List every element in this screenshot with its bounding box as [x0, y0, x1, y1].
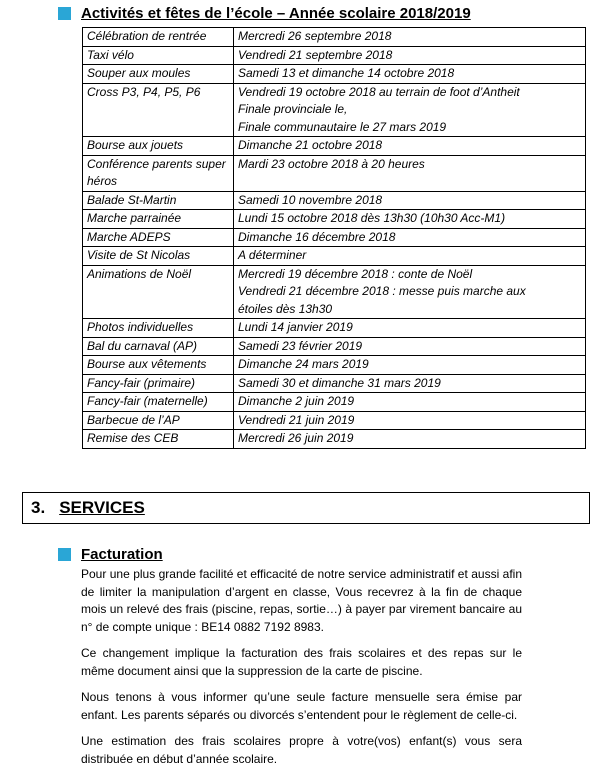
event-date-cell [234, 83, 586, 137]
table-row [83, 393, 586, 412]
event-name: Célébration de rentrée [87, 29, 207, 43]
event-date-line: Vendredi 21 décembre 2018 : messe puis marche aux [238, 284, 526, 298]
facturation-body [81, 566, 522, 777]
event-date-line: Samedi 10 novembre 2018 [238, 192, 383, 207]
event-name: Fancy-fair (primaire) [87, 375, 196, 390]
event-name-cell [83, 83, 234, 137]
facturation-paragraph: Pour une plus grande facilité et efficacité de notre service administratif et aussi afin de limiter la manipulation d’argent en classe, Vous recevrez à la fin de chaque mois un relevé des frais (piscine, repas, sortie…) à payer par virement bancaire au n° de compte unique : BE14 0882 7192 8983. [81, 567, 522, 634]
table-row [83, 356, 586, 375]
event-name-cell [83, 228, 234, 247]
event-date-cell [234, 337, 586, 356]
square-bullet-icon [58, 548, 71, 561]
event-name-cell [83, 265, 234, 319]
table-row [83, 28, 586, 47]
table-row [83, 411, 586, 430]
event-date-cell [234, 411, 586, 430]
facturation-paragraph: Une estimation des frais scolaires propre à votre(vos) enfant(s) vous sera distribuée en début d’année scolaire. [81, 734, 522, 766]
event-date-line: Vendredi 21 septembre 2018 [238, 47, 393, 62]
event-name-cell [83, 337, 234, 356]
event-date-cell [234, 228, 586, 247]
event-date-line: A déterminer [238, 248, 307, 262]
event-date-cell [234, 265, 586, 319]
event-date-line: Samedi 13 et dimanche 14 octobre 2018 [238, 66, 455, 80]
event-name: Conférence parents super héros [87, 156, 226, 188]
event-name: Cross P3, P4, P5, P6 [87, 84, 201, 99]
event-date-line: Samedi 30 et dimanche 31 mars 2019 [238, 375, 441, 390]
event-name: Balade St-Martin [87, 192, 177, 207]
event-name: Animations de Noël [87, 266, 192, 281]
event-name: Visite de St Nicolas [87, 248, 191, 262]
event-name-cell [83, 46, 234, 65]
table-row [83, 83, 586, 137]
event-name-cell [83, 65, 234, 84]
event-date-line: Mercredi 26 septembre 2018 [238, 29, 392, 43]
event-date-cell [234, 65, 586, 84]
table-row [83, 191, 586, 210]
event-date-line: étoiles dès 13h30 [238, 301, 333, 316]
table-row [83, 337, 586, 356]
event-date-line: Dimanche 24 mars 2019 [238, 357, 369, 371]
event-date-cell [234, 430, 586, 449]
event-date-line: Finale communautaire le 27 mars 2019 [238, 119, 447, 134]
event-name: Photos individuelles [87, 320, 194, 334]
table-row [83, 65, 586, 84]
event-name-cell [83, 155, 234, 191]
event-name: Bourse aux jouets [87, 138, 184, 152]
event-date-cell [234, 210, 586, 229]
event-name-cell [83, 356, 234, 375]
table-row [83, 247, 586, 266]
event-date-line: Mercredi 19 décembre 2018 : conte de Noël [238, 266, 473, 281]
event-date-line: Dimanche 16 décembre 2018 [238, 229, 396, 244]
event-date-cell [234, 374, 586, 393]
event-name-cell [83, 411, 234, 430]
event-name: Souper aux moules [87, 66, 191, 80]
event-name: Marche ADEPS [87, 229, 171, 244]
services-number: 3. [31, 498, 46, 517]
event-name-cell [83, 137, 234, 156]
services-section-header [22, 492, 590, 524]
event-name-cell [83, 430, 234, 449]
table-row [83, 46, 586, 65]
facturation-title: Facturation [81, 546, 163, 563]
event-name: Bal du carnaval (AP) [87, 338, 198, 353]
event-name-cell [83, 210, 234, 229]
services-title: SERVICES [59, 498, 145, 517]
event-date-cell [234, 28, 586, 47]
table-row [83, 319, 586, 338]
events-table [82, 27, 586, 449]
table-row [83, 265, 586, 319]
event-date-line: Mardi 23 octobre 2018 à 20 heures [238, 156, 425, 171]
event-name: Bourse aux vêtements [87, 357, 207, 371]
event-date-line: Samedi 23 février 2019 [238, 338, 363, 353]
table-row [83, 155, 586, 191]
table-row [83, 228, 586, 247]
table-row [83, 137, 586, 156]
event-name: Taxi vélo [87, 47, 134, 62]
facturation-paragraph: Ce changement implique la facturation des frais scolaires et des repas sur le même document ainsi que la suppression de la carte de piscine. [81, 646, 522, 678]
event-date-cell [234, 247, 586, 266]
event-name-cell [83, 319, 234, 338]
event-date-line: Finale provinciale le, [238, 102, 348, 116]
facturation-heading [58, 546, 163, 563]
event-date-cell [234, 137, 586, 156]
facturation-paragraph: Nous tenons à vous informer qu’une seule facture mensuelle sera émise par enfant. Les parents séparés ou divorcés s’entendent pour le règlement de celle-ci. [81, 690, 522, 722]
event-date-cell [234, 191, 586, 210]
event-name-cell [83, 393, 234, 412]
event-date-cell [234, 393, 586, 412]
event-date-cell [234, 319, 586, 338]
event-name-cell [83, 191, 234, 210]
event-name: Fancy-fair (maternelle) [87, 394, 208, 408]
event-date-line: Vendredi 19 octobre 2018 au terrain de foot d’Antheit [238, 84, 520, 99]
event-date-line: Dimanche 2 juin 2019 [238, 394, 355, 408]
table-row [83, 374, 586, 393]
event-date-line: Mercredi 26 juin 2019 [238, 431, 354, 445]
event-date-cell [234, 356, 586, 375]
table-row [83, 210, 586, 229]
event-name: Barbecue de l’AP [87, 412, 180, 427]
activities-heading [58, 5, 471, 22]
square-bullet-icon [58, 7, 71, 20]
table-row [83, 430, 586, 449]
event-date-cell [234, 155, 586, 191]
event-name: Remise des CEB [87, 431, 179, 445]
event-date-line: Dimanche 21 octobre 2018 [238, 138, 383, 152]
activities-title: Activités et fêtes de l’école – Année scolaire 2018/2019 [81, 5, 471, 22]
event-name: Marche parrainée [87, 211, 182, 225]
event-date-cell [234, 46, 586, 65]
event-date-line: Vendredi 21 juin 2019 [238, 412, 355, 427]
event-name-cell [83, 247, 234, 266]
event-name-cell [83, 374, 234, 393]
event-name-cell [83, 28, 234, 47]
event-date-line: Lundi 14 janvier 2019 [238, 320, 353, 334]
event-date-line: Lundi 15 octobre 2018 dès 13h30 (10h30 Acc-M1) [238, 211, 506, 225]
